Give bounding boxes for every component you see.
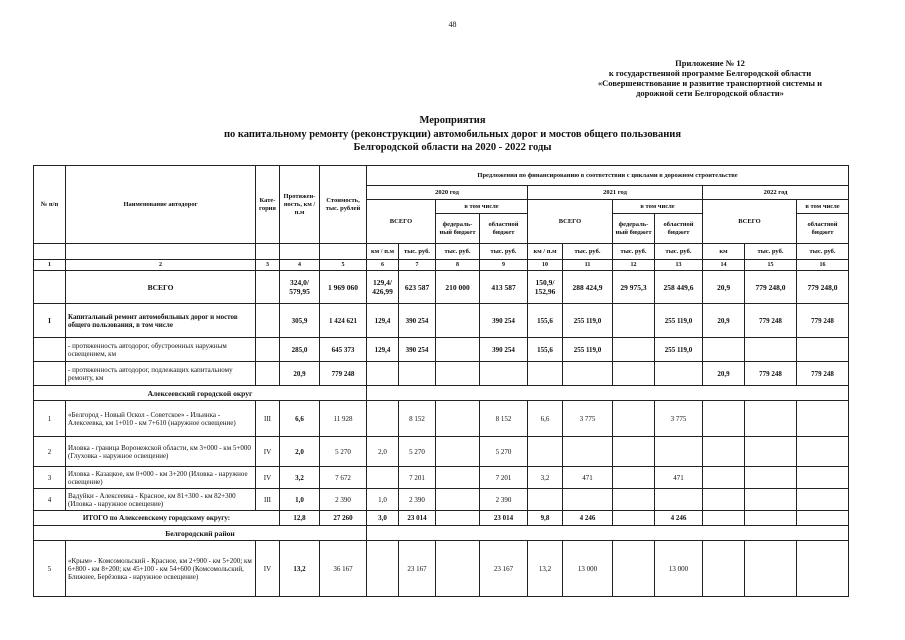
appendix-line: «Совершенствование и развитие транспортной системы и [597, 78, 823, 88]
cell: 1,0 [280, 489, 320, 511]
cell [613, 362, 655, 386]
cell [797, 467, 849, 489]
cell [613, 401, 655, 437]
col-number: 7 [399, 260, 436, 271]
appendix-line: к государственной программе Белгородской области [608, 68, 812, 78]
col-number: 15 [745, 260, 797, 271]
cell [745, 489, 797, 511]
header-incl-2021: в том числе [613, 200, 703, 214]
cell: 623 587 [399, 271, 436, 304]
unit-km: км / п.м [528, 244, 563, 260]
cell [563, 437, 613, 467]
cell [528, 489, 563, 511]
cell: 11 928 [320, 401, 367, 437]
subtotal-label: ИТОГО по Алексеевскому городскому округу: [34, 511, 280, 526]
cell: 29 975,3 [613, 271, 655, 304]
cell: 129,4/ 426,99 [367, 271, 399, 304]
header-regional-2022: областной бюджет [797, 214, 849, 244]
unit-tr: тыс. руб. [655, 244, 703, 260]
cell [613, 489, 655, 511]
cell: 255 119,0 [655, 304, 703, 338]
col-number: 14 [703, 260, 745, 271]
cell [745, 511, 797, 526]
cell-cat: III [256, 401, 280, 437]
cell: 3,2 [528, 467, 563, 489]
cell [655, 362, 703, 386]
cell-name: Капитальный ремонт автомобильных дорог и мостов общего пользования, в том числе [66, 304, 256, 338]
table-row [34, 467, 849, 489]
cell [745, 338, 797, 362]
cell-cat: IV [256, 541, 280, 597]
cell: 8 152 [399, 401, 436, 437]
cell: 23 014 [480, 511, 528, 526]
cell [703, 467, 745, 489]
col-number: 13 [655, 260, 703, 271]
cell [745, 401, 797, 437]
table-row [34, 338, 849, 362]
cell: 13,2 [280, 541, 320, 597]
cell: 3,0 [367, 511, 399, 526]
cell-name: Иловка - граница Воронежской области, км 3+000 - км 5+000 (Глуховка - наружное освещение) [66, 437, 256, 467]
cell [703, 401, 745, 437]
cell-num: 1 [34, 401, 66, 437]
cell: 27 260 [320, 511, 367, 526]
header-regional-2020: областной бюджет [480, 214, 528, 244]
table-row [34, 489, 849, 511]
cell: 23 167 [399, 541, 436, 597]
cell: 390 254 [399, 338, 436, 362]
header-regional-2021: областной бюджет [655, 214, 703, 244]
cell: 129,4 [367, 304, 399, 338]
unit-tr: тыс. руб. [745, 244, 797, 260]
cell: 129,4 [367, 338, 399, 362]
section-row [34, 386, 849, 401]
unit-tr: тыс. руб. [399, 244, 436, 260]
cell [797, 338, 849, 362]
cell [367, 386, 849, 401]
cell: 324,0/ 579,95 [280, 271, 320, 304]
col-number: 4 [280, 260, 320, 271]
cell: 779 248 [745, 304, 797, 338]
cell-cat: III [256, 489, 280, 511]
cell: 3 775 [563, 401, 613, 437]
cell-num: 2 [34, 437, 66, 467]
cell: 4 246 [563, 511, 613, 526]
cell [256, 362, 280, 386]
unit-cell [280, 244, 320, 260]
cell-name: Иловка - Казацкое, км 0+000 - км 3+200 (Иловка - наружное освещение) [66, 467, 256, 489]
cell [797, 541, 849, 597]
cell: 255 119,0 [655, 338, 703, 362]
cell: 779 248 [797, 362, 849, 386]
cell: 413 587 [480, 271, 528, 304]
cell [34, 271, 66, 304]
cell-name: - протяженность автодорог, обустроенных наружным освещением, км [66, 338, 256, 362]
cell [745, 437, 797, 467]
col-number: 12 [613, 260, 655, 271]
unit-tr: тыс. руб. [480, 244, 528, 260]
cell [703, 511, 745, 526]
cell-num: I [34, 304, 66, 338]
cell: 779 248 [797, 304, 849, 338]
col-number: 8 [436, 260, 480, 271]
header-financing: Предложения по финансированию в соответствии с циклами в дорожном строительстве [367, 166, 849, 186]
cell [797, 511, 849, 526]
header-name: Наименование автодорог [66, 166, 256, 244]
cell-num: 5 [34, 541, 66, 597]
cell: 8 152 [480, 401, 528, 437]
cell-num: 4 [34, 489, 66, 511]
section-title: Белгородский район [34, 526, 367, 541]
table-row [34, 541, 849, 597]
cell: 258 449,6 [655, 271, 703, 304]
roads-table [33, 165, 849, 597]
cell: 36 167 [320, 541, 367, 597]
cell: 285,0 [280, 338, 320, 362]
unit-cell [34, 244, 66, 260]
cell [367, 467, 399, 489]
cell [613, 437, 655, 467]
cell: 2 390 [320, 489, 367, 511]
cell [256, 338, 280, 362]
cell: 7 672 [320, 467, 367, 489]
appendix-note [560, 58, 860, 98]
unit-tr: тыс. руб. [436, 244, 480, 260]
cell: 255 119,0 [563, 304, 613, 338]
cell [655, 437, 703, 467]
cell [703, 541, 745, 597]
cell: 255 119,0 [563, 338, 613, 362]
cell [703, 489, 745, 511]
cell [436, 541, 480, 597]
cell: 4 246 [655, 511, 703, 526]
cell: 6,6 [528, 401, 563, 437]
cell: 5 270 [320, 437, 367, 467]
title-line: по капитальному ремонту (реконструкции) автомобильных дорог и мостов общего пользования [223, 128, 682, 140]
cell: 13 000 [563, 541, 613, 597]
cell: 2,0 [367, 437, 399, 467]
cell [563, 489, 613, 511]
cell [797, 401, 849, 437]
cell: 390 254 [399, 304, 436, 338]
cell-name: Вадуйки - Алексеевка - Красное, км 81+300 - км 82+300 (Иловка - наружное освещение) [66, 489, 256, 511]
unit-cell [320, 244, 367, 260]
table-row [34, 304, 849, 338]
cell-num: 3 [34, 467, 66, 489]
header-federal-2020: федераль-ный бюджет [436, 214, 480, 244]
cell: 779 248 [745, 362, 797, 386]
cell [797, 437, 849, 467]
cell [367, 526, 849, 541]
header-incl-2020: в том числе [436, 200, 528, 214]
cell [613, 338, 655, 362]
cell: 3 775 [655, 401, 703, 437]
unit-tr: тыс. руб. [613, 244, 655, 260]
col-number: 5 [320, 260, 367, 271]
cell: 2,0 [280, 437, 320, 467]
header-federal-2021: федераль-ный бюджет [613, 214, 655, 244]
appendix-line: дорожной сети Белгородской области» [636, 88, 784, 98]
cell [367, 362, 399, 386]
title-line: Белгородской области на 2020 - 2022 годы [353, 142, 552, 153]
cell: 9,8 [528, 511, 563, 526]
cell [436, 338, 480, 362]
title-line: Мероприятия [419, 115, 486, 126]
cell [613, 467, 655, 489]
unit-km: км [703, 244, 745, 260]
cell: 288 424,9 [563, 271, 613, 304]
table-row-subtotal [34, 511, 849, 526]
cell: 1,0 [367, 489, 399, 511]
cell: 645 373 [320, 338, 367, 362]
table-row [34, 401, 849, 437]
cell [34, 338, 66, 362]
cell: 7 201 [480, 467, 528, 489]
cell [613, 304, 655, 338]
col-number: 16 [797, 260, 849, 271]
cell: 1 424 621 [320, 304, 367, 338]
cell: 13,2 [528, 541, 563, 597]
cell-name: ВСЕГО [66, 271, 256, 304]
cell: 2 390 [480, 489, 528, 511]
header-cost: Стоимость, тыс. рублей [320, 166, 367, 244]
cell: 23 167 [480, 541, 528, 597]
cell-name: «Белгород - Новый Оскол - Советское» - Ильинка - Алексеевка, км 1+010 - км 7+610 (наружное освещение) [66, 401, 256, 437]
cell: 1 969 060 [320, 271, 367, 304]
cell-cat: IV [256, 467, 280, 489]
header-total-2020: ВСЕГО [367, 200, 436, 244]
cell-cat: IV [256, 437, 280, 467]
unit-cell [256, 244, 280, 260]
cell [613, 511, 655, 526]
unit-tr: тыс. руб. [797, 244, 849, 260]
header-2022: 2022 год [703, 186, 849, 200]
cell: 3,2 [280, 467, 320, 489]
cell [436, 511, 480, 526]
cell: 155,6 [528, 304, 563, 338]
col-number: 3 [256, 260, 280, 271]
header-length: Протяжен-ность, км / п.м [280, 166, 320, 244]
cell: 305,9 [280, 304, 320, 338]
cell: 7 201 [399, 467, 436, 489]
col-number: 11 [563, 260, 613, 271]
cell [480, 362, 528, 386]
cell [797, 489, 849, 511]
cell [703, 437, 745, 467]
cell [436, 437, 480, 467]
section-title: Алексеевский городской округ [34, 386, 367, 401]
cell: 390 254 [480, 304, 528, 338]
cell: 20,9 [703, 362, 745, 386]
cell: 6,6 [280, 401, 320, 437]
appendix-line: Приложение № 12 [675, 58, 745, 68]
cell: 5 270 [399, 437, 436, 467]
cell: 2 390 [399, 489, 436, 511]
cell: 155,6 [528, 338, 563, 362]
col-number: 6 [367, 260, 399, 271]
col-number: 2 [66, 260, 256, 271]
cell [399, 362, 436, 386]
column-number-row [34, 260, 849, 271]
header-2021: 2021 год [528, 186, 703, 200]
cell-name: - протяженность автодорог, подлежащих капитальному ремонту, км [66, 362, 256, 386]
cell: 5 270 [480, 437, 528, 467]
cell: 150,9/ 152,96 [528, 271, 563, 304]
cell-name: «Крым» - Комсомольский - Красное, км 2+900 - км 5+200; км 6+800 - км 8+200; км 45+100 - км 54+600 (Комсомольский, Ближнее, Берёзовка - наружное освещение) [66, 541, 256, 597]
unit-km: км / п.м [367, 244, 399, 260]
cell: 779 248,0 [745, 271, 797, 304]
col-number: 1 [34, 260, 66, 271]
cell: 779 248 [320, 362, 367, 386]
header-total-2021: ВСЕГО [528, 200, 613, 244]
cell: 471 [563, 467, 613, 489]
unit-cell [66, 244, 256, 260]
cell [34, 362, 66, 386]
col-number: 9 [480, 260, 528, 271]
header-total-2022: ВСЕГО [703, 200, 797, 244]
cell [528, 437, 563, 467]
cell [745, 541, 797, 597]
cell [436, 467, 480, 489]
cell [613, 541, 655, 597]
cell [528, 362, 563, 386]
cell: 20,9 [703, 304, 745, 338]
table-row [34, 362, 849, 386]
cell [256, 304, 280, 338]
cell [745, 467, 797, 489]
cell [655, 489, 703, 511]
cell: 12,8 [280, 511, 320, 526]
cell [436, 304, 480, 338]
cell [367, 401, 399, 437]
table-row [34, 437, 849, 467]
cell [436, 362, 480, 386]
cell [367, 541, 399, 597]
unit-tr: тыс. руб. [563, 244, 613, 260]
header-incl-2022: в том числе [797, 200, 849, 214]
cell: 20,9 [280, 362, 320, 386]
cell [436, 401, 480, 437]
cell: 13 000 [655, 541, 703, 597]
cell [563, 362, 613, 386]
header-category: Кате-гория [256, 166, 280, 244]
col-number: 10 [528, 260, 563, 271]
section-row [34, 526, 849, 541]
cell: 20,9 [703, 271, 745, 304]
header-num: № п/п [34, 166, 66, 244]
cell: 23 014 [399, 511, 436, 526]
page-number: 48 [448, 20, 457, 29]
document-title [0, 114, 905, 155]
cell [436, 489, 480, 511]
cell: 471 [655, 467, 703, 489]
table-row-total [34, 271, 849, 304]
cell: 390 254 [480, 338, 528, 362]
cell: 210 000 [436, 271, 480, 304]
cell: 779 248,0 [797, 271, 849, 304]
cell [703, 338, 745, 362]
cell [256, 271, 280, 304]
header-2020: 2020 год [367, 186, 528, 200]
